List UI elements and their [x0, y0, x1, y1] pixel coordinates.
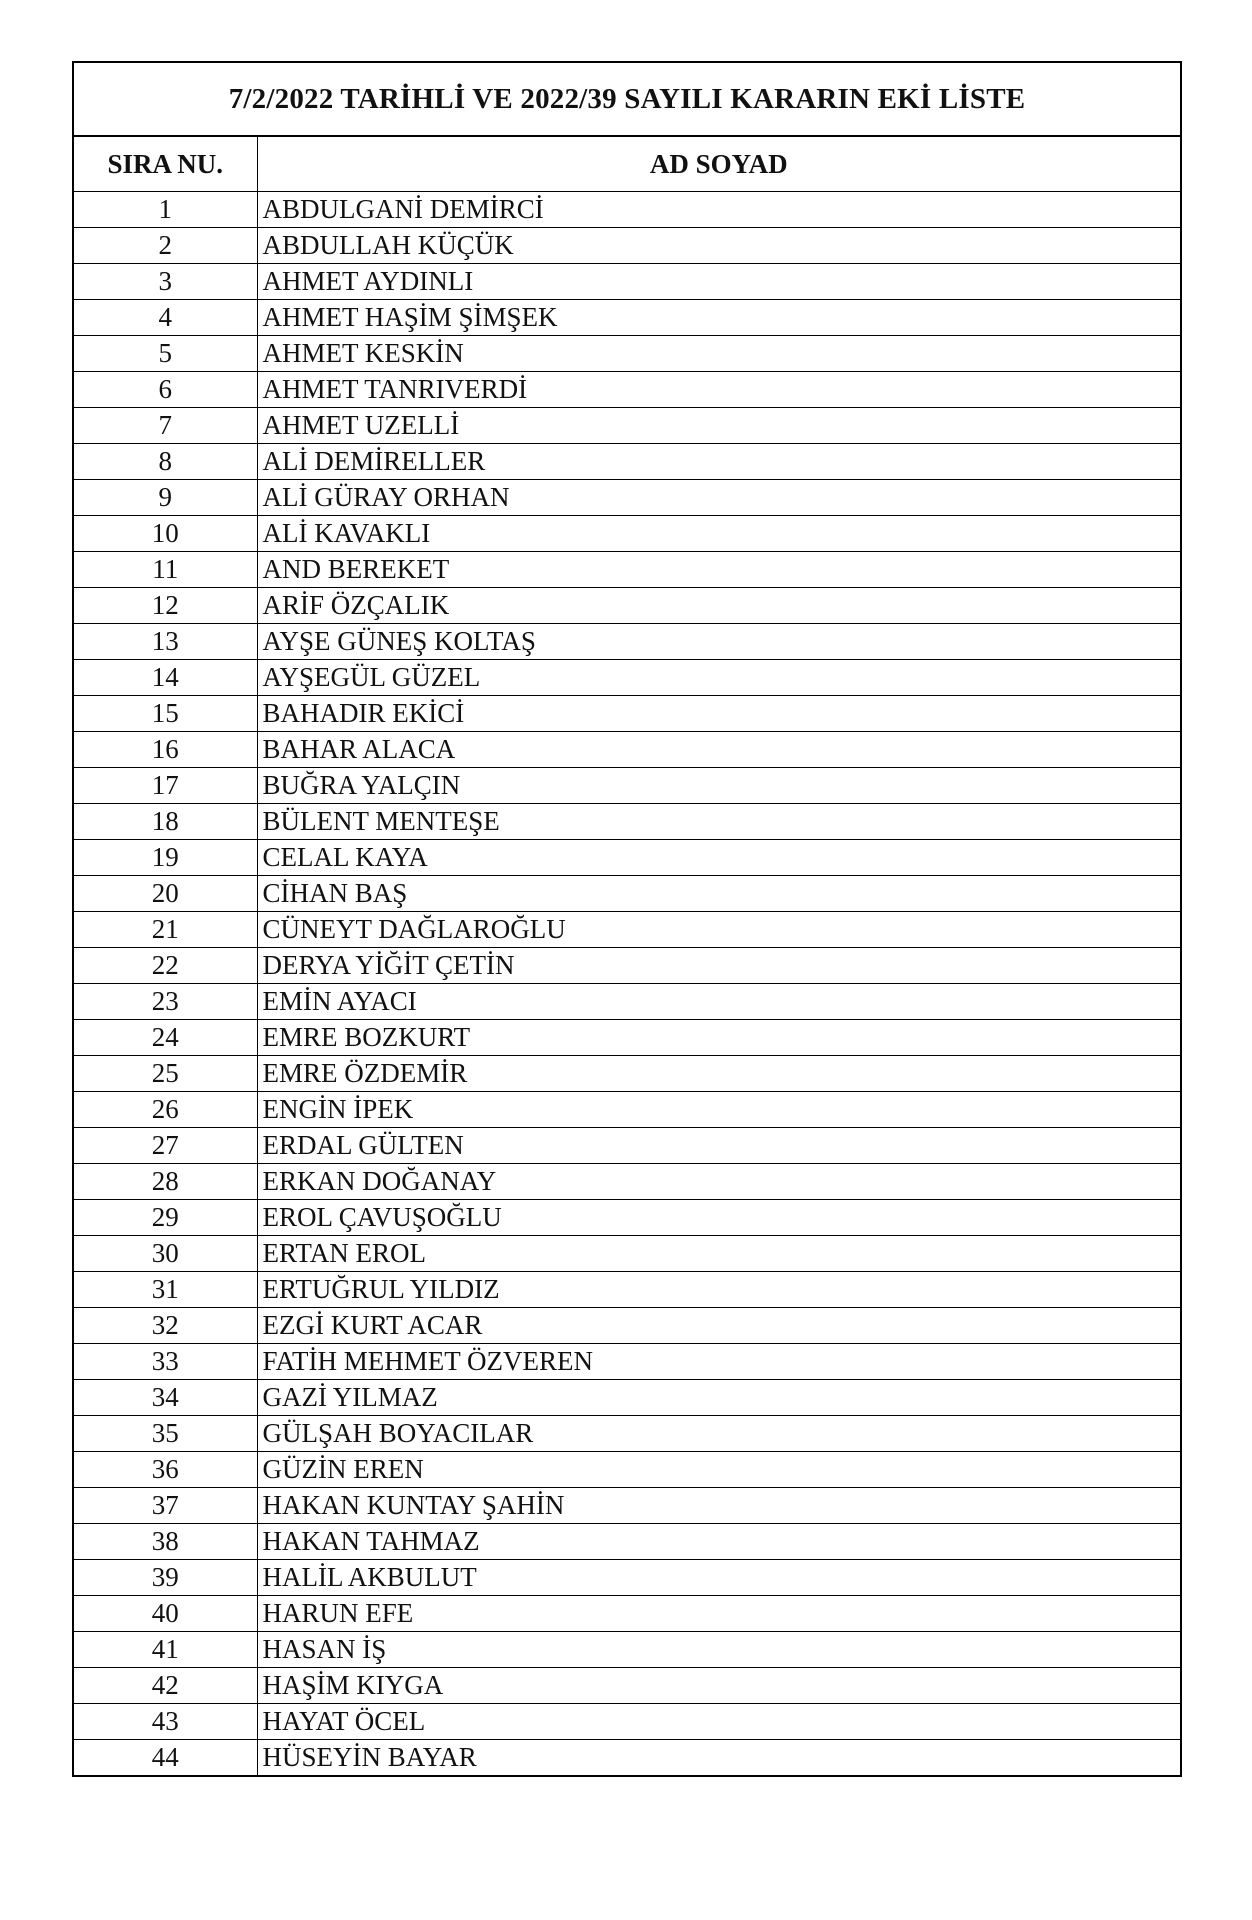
row-full-name: ARİF ÖZÇALIK — [257, 587, 1180, 623]
row-full-name: BÜLENT MENTEŞE — [257, 803, 1180, 839]
row-full-name: ERKAN DOĞANAY — [257, 1163, 1180, 1199]
row-number: 41 — [74, 1631, 257, 1667]
row-full-name: HALİL AKBULUT — [257, 1559, 1180, 1595]
row-full-name: HASAN İŞ — [257, 1631, 1180, 1667]
row-number: 8 — [74, 443, 257, 479]
row-number: 1 — [74, 191, 257, 227]
row-number: 40 — [74, 1595, 257, 1631]
table-row — [74, 443, 1180, 479]
row-number: 3 — [74, 263, 257, 299]
row-number: 20 — [74, 875, 257, 911]
table-row — [74, 623, 1180, 659]
table-row — [74, 731, 1180, 767]
row-number: 32 — [74, 1307, 257, 1343]
row-number: 7 — [74, 407, 257, 443]
row-number: 37 — [74, 1487, 257, 1523]
table-row — [74, 191, 1180, 227]
table-row — [74, 587, 1180, 623]
table-row — [74, 1523, 1180, 1559]
table-row — [74, 1703, 1180, 1739]
table-row — [74, 1199, 1180, 1235]
row-number: 30 — [74, 1235, 257, 1271]
table-row — [74, 1343, 1180, 1379]
row-full-name: ABDULLAH KÜÇÜK — [257, 227, 1180, 263]
table-row — [74, 1235, 1180, 1271]
row-full-name: CELAL KAYA — [257, 839, 1180, 875]
row-full-name: HÜSEYİN BAYAR — [257, 1739, 1180, 1775]
table-row — [74, 1163, 1180, 1199]
row-full-name: BUĞRA YALÇIN — [257, 767, 1180, 803]
row-number: 13 — [74, 623, 257, 659]
table-row — [74, 1019, 1180, 1055]
table-row — [74, 1271, 1180, 1307]
row-number: 43 — [74, 1703, 257, 1739]
row-number: 44 — [74, 1739, 257, 1775]
row-number: 28 — [74, 1163, 257, 1199]
row-full-name: AYŞEGÜL GÜZEL — [257, 659, 1180, 695]
row-full-name: AHMET KESKİN — [257, 335, 1180, 371]
row-number: 31 — [74, 1271, 257, 1307]
row-number: 18 — [74, 803, 257, 839]
table-row — [74, 299, 1180, 335]
row-full-name: ABDULGANİ DEMİRCİ — [257, 191, 1180, 227]
row-number: 26 — [74, 1091, 257, 1127]
table-row — [74, 407, 1180, 443]
row-full-name: CÜNEYT DAĞLAROĞLU — [257, 911, 1180, 947]
column-header-number: SIRA NU. — [74, 137, 257, 191]
row-number: 2 — [74, 227, 257, 263]
table-row — [74, 983, 1180, 1019]
row-full-name: EROL ÇAVUŞOĞLU — [257, 1199, 1180, 1235]
row-full-name: ERTAN EROL — [257, 1235, 1180, 1271]
document-table-container — [72, 61, 1182, 1777]
row-full-name: EMRE BOZKURT — [257, 1019, 1180, 1055]
row-full-name: GÜZİN EREN — [257, 1451, 1180, 1487]
row-number: 21 — [74, 911, 257, 947]
row-full-name: AHMET TANRIVERDİ — [257, 371, 1180, 407]
row-full-name: EMİN AYACI — [257, 983, 1180, 1019]
table-row — [74, 875, 1180, 911]
row-full-name: EMRE ÖZDEMİR — [257, 1055, 1180, 1091]
row-full-name: HAKAN KUNTAY ŞAHİN — [257, 1487, 1180, 1523]
row-full-name: ERDAL GÜLTEN — [257, 1127, 1180, 1163]
document-title: 7/2/2022 TARİHLİ VE 2022/39 SAYILI KARARIN EKİ LİSTE — [74, 63, 1180, 137]
row-full-name: GÜLŞAH BOYACILAR — [257, 1415, 1180, 1451]
row-number: 14 — [74, 659, 257, 695]
row-number: 10 — [74, 515, 257, 551]
table-row — [74, 1487, 1180, 1523]
row-full-name: ALİ GÜRAY ORHAN — [257, 479, 1180, 515]
row-full-name: GAZİ YILMAZ — [257, 1379, 1180, 1415]
row-number: 39 — [74, 1559, 257, 1595]
table-row — [74, 515, 1180, 551]
row-full-name: ENGİN İPEK — [257, 1091, 1180, 1127]
row-full-name: AHMET AYDINLI — [257, 263, 1180, 299]
table-body — [74, 191, 1180, 1775]
row-number: 42 — [74, 1667, 257, 1703]
table-row — [74, 1091, 1180, 1127]
table-row — [74, 371, 1180, 407]
row-number: 24 — [74, 1019, 257, 1055]
table-row — [74, 803, 1180, 839]
table-row — [74, 911, 1180, 947]
row-full-name: FATİH MEHMET ÖZVEREN — [257, 1343, 1180, 1379]
row-full-name: AHMET HAŞİM ŞİMŞEK — [257, 299, 1180, 335]
row-number: 5 — [74, 335, 257, 371]
row-full-name: DERYA YİĞİT ÇETİN — [257, 947, 1180, 983]
row-number: 11 — [74, 551, 257, 587]
table-row — [74, 1307, 1180, 1343]
table-row — [74, 695, 1180, 731]
table-row — [74, 227, 1180, 263]
row-full-name: BAHADIR EKİCİ — [257, 695, 1180, 731]
row-full-name: AND BEREKET — [257, 551, 1180, 587]
table-row — [74, 767, 1180, 803]
row-full-name: EZGİ KURT ACAR — [257, 1307, 1180, 1343]
table-row — [74, 479, 1180, 515]
table-row — [74, 947, 1180, 983]
table-row — [74, 839, 1180, 875]
table-row — [74, 1559, 1180, 1595]
row-number: 34 — [74, 1379, 257, 1415]
row-full-name: AYŞE GÜNEŞ KOLTAŞ — [257, 623, 1180, 659]
row-number: 33 — [74, 1343, 257, 1379]
row-number: 16 — [74, 731, 257, 767]
row-number: 19 — [74, 839, 257, 875]
row-number: 17 — [74, 767, 257, 803]
table-row — [74, 1451, 1180, 1487]
table-row — [74, 1127, 1180, 1163]
table-row — [74, 263, 1180, 299]
row-number: 38 — [74, 1523, 257, 1559]
row-number: 22 — [74, 947, 257, 983]
row-full-name: HAKAN TAHMAZ — [257, 1523, 1180, 1559]
table-row — [74, 1055, 1180, 1091]
row-full-name: BAHAR ALACA — [257, 731, 1180, 767]
row-full-name: HAŞİM KIYGA — [257, 1667, 1180, 1703]
row-number: 27 — [74, 1127, 257, 1163]
row-number: 35 — [74, 1415, 257, 1451]
row-full-name: ALİ KAVAKLI — [257, 515, 1180, 551]
table-row — [74, 1631, 1180, 1667]
table-row — [74, 335, 1180, 371]
row-number: 9 — [74, 479, 257, 515]
column-header-name: AD SOYAD — [257, 137, 1180, 191]
names-table — [74, 137, 1180, 1775]
table-header-row — [74, 137, 1180, 191]
table-row — [74, 551, 1180, 587]
row-full-name: CİHAN BAŞ — [257, 875, 1180, 911]
table-row — [74, 659, 1180, 695]
table-row — [74, 1595, 1180, 1631]
row-number: 25 — [74, 1055, 257, 1091]
row-number: 6 — [74, 371, 257, 407]
table-row — [74, 1415, 1180, 1451]
row-number: 23 — [74, 983, 257, 1019]
row-number: 15 — [74, 695, 257, 731]
row-full-name: HAYAT ÖCEL — [257, 1703, 1180, 1739]
row-number: 29 — [74, 1199, 257, 1235]
table-row — [74, 1739, 1180, 1775]
row-number: 4 — [74, 299, 257, 335]
row-full-name: HARUN EFE — [257, 1595, 1180, 1631]
row-number: 12 — [74, 587, 257, 623]
row-full-name: ERTUĞRUL YILDIZ — [257, 1271, 1180, 1307]
row-full-name: AHMET UZELLİ — [257, 407, 1180, 443]
table-row — [74, 1667, 1180, 1703]
row-number: 36 — [74, 1451, 257, 1487]
table-row — [74, 1379, 1180, 1415]
row-full-name: ALİ DEMİRELLER — [257, 443, 1180, 479]
